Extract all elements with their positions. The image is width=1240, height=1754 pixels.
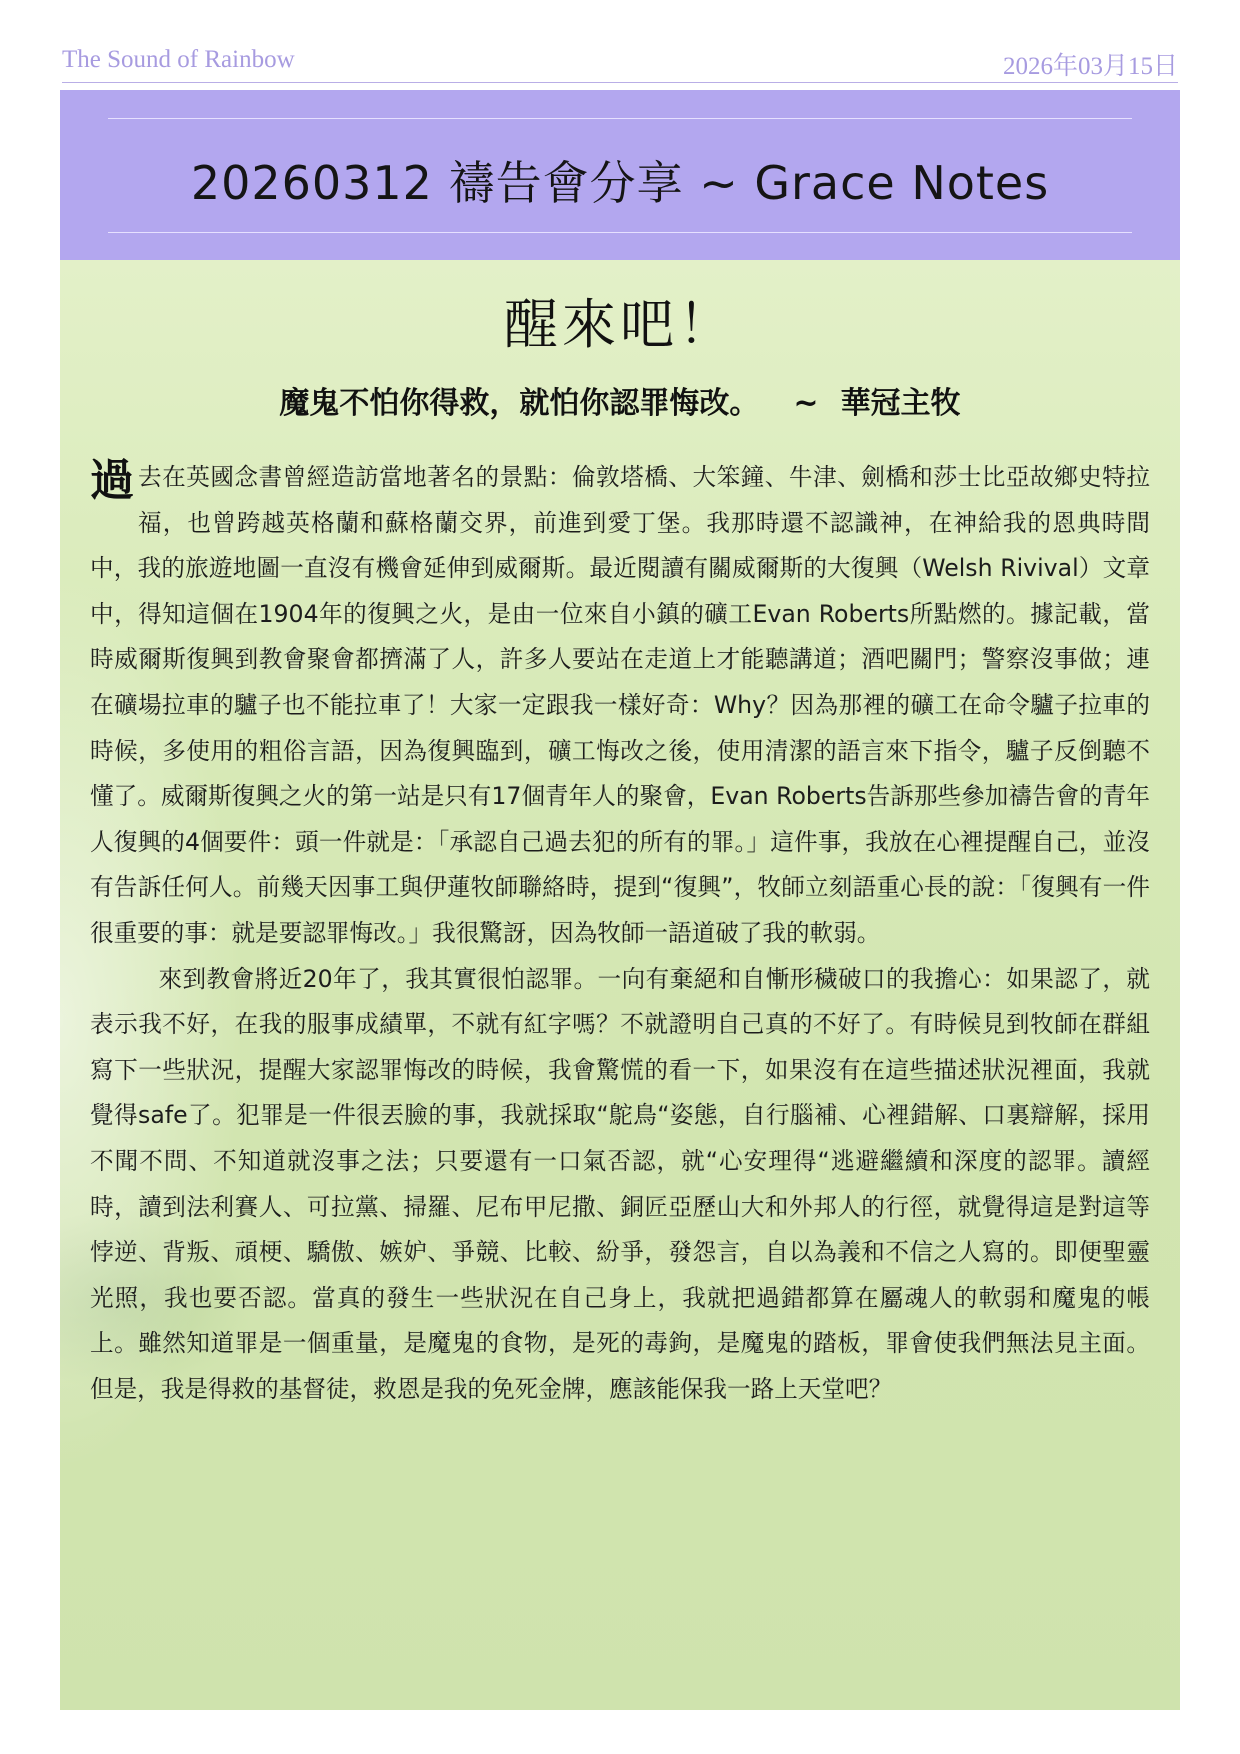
article-panel bbox=[60, 260, 1180, 1710]
subtitle-separator: ~ bbox=[793, 386, 819, 421]
drop-cap: 過 bbox=[90, 455, 134, 506]
paragraph-2: 來到教會將近20年了，我其實很怕認罪。一向有棄絕和自慚形穢破口的我擔心：如果認了，就表示我不好，在我的服事成績單，不就有紅字嗎？不就證明自己真的不好了。有時候見到牧師在群組寫下一些狀況，提醒大家認罪悔改的時候，我會驚慌的看一下，如果沒有在這些描述狀況裡面，我就覺得safe了。犯罪是一件很丟臉的事，我就採取“鴕鳥“姿態，自行腦補、心裡錯解、口裏辯解，採用不聞不問、不知道就沒事之法；只要還有一口氣否認，就“心安理得“逃避繼續和深度的認罪。讀經時，讀到法利賽人、可拉黨、掃羅、尼布甲尼撒、銅匠亞歷山大和外邦人的行徑，就覺得這是對這等悖逆、背叛、頑梗、驕傲、嫉妒、爭競、比較、紛爭，發怨言，自以為義和不信之人寫的。即便聖靈光照，我也要否認。當真的發生一些狀況在自己身上，我就把過錯都算在屬魂人的軟弱和魔鬼的帳上。雖然知道罪是一個重量，是魔鬼的食物，是死的毒鉤，是魔鬼的踏板，罪會使我們無法見主面。但是，我是得救的基督徒，救恩是我的免死金牌，應該能保我一路上天堂吧？ bbox=[90, 964, 1150, 1403]
paragraph-1-text: 去在英國念書曾經造訪當地著名的景點：倫敦塔橋、大笨鐘、牛津、劍橋和莎士比亞故鄉史特拉福，也曾跨越英格蘭和蘇格蘭交界，前進到愛丁堡。我那時還不認識神，在神給我的恩典時間中，我的旅遊地圖一直沒有機會延伸到威爾斯。最近閱讀有關威爾斯的大復興（Welsh Rivival）文章中，得知這個在1904年的復興之火，是由一位來自小鎮的礦工Evan Roberts所點燃的。據記載，當時威爾斯復興到教會聚會都擠滿了人，許多人要站在走道上才能聽講道；酒吧關門；警察沒事做；連在礦場拉車的驢子也不能拉車了！大家一定跟我一樣好奇：Why？因為那裡的礦工在命令驢子拉車的時候，多使用的粗俗言語，因為復興臨到，礦工悔改之後，使用清潔的語言來下指令，驢子反倒聽不懂了。威爾斯復興之火的第一站是只有17個青年人的聚會，Evan Roberts告訴那些參加禱告會的青年人復興的4個要件：頭一件就是：「承認自己過去犯的所有的罪。」這件事，我放在心裡提醒自己，並沒有告訴任何人。前幾天因事工與伊蓮牧師聯絡時，提到“復興”，牧師立刻語重心長的說：「復興有一件很重要的事：就是要認罪悔改。」我很驚訝，因為牧師一語道破了我的軟弱。 bbox=[90, 463, 1150, 947]
title-rule-top bbox=[108, 118, 1132, 119]
article-body bbox=[90, 455, 1150, 1412]
title-band bbox=[60, 90, 1180, 260]
running-header bbox=[62, 44, 1178, 83]
article-subtitle-line bbox=[60, 378, 1180, 422]
paragraph-1 bbox=[90, 455, 1150, 957]
article-band-title: 20260312 禱告會分享 ~ Grace Notes bbox=[190, 156, 1050, 210]
article-byline: 華冠主牧 bbox=[840, 386, 961, 421]
article-subtitle: 魔鬼不怕你得救，就怕你認罪悔改。 bbox=[279, 386, 760, 421]
issue-date: 2026年03月15日 bbox=[1002, 53, 1178, 80]
publication-name: The Sound of Rainbow bbox=[62, 46, 295, 73]
article-headline: 醒來吧！ bbox=[504, 293, 736, 356]
title-rule-bottom bbox=[108, 232, 1132, 233]
